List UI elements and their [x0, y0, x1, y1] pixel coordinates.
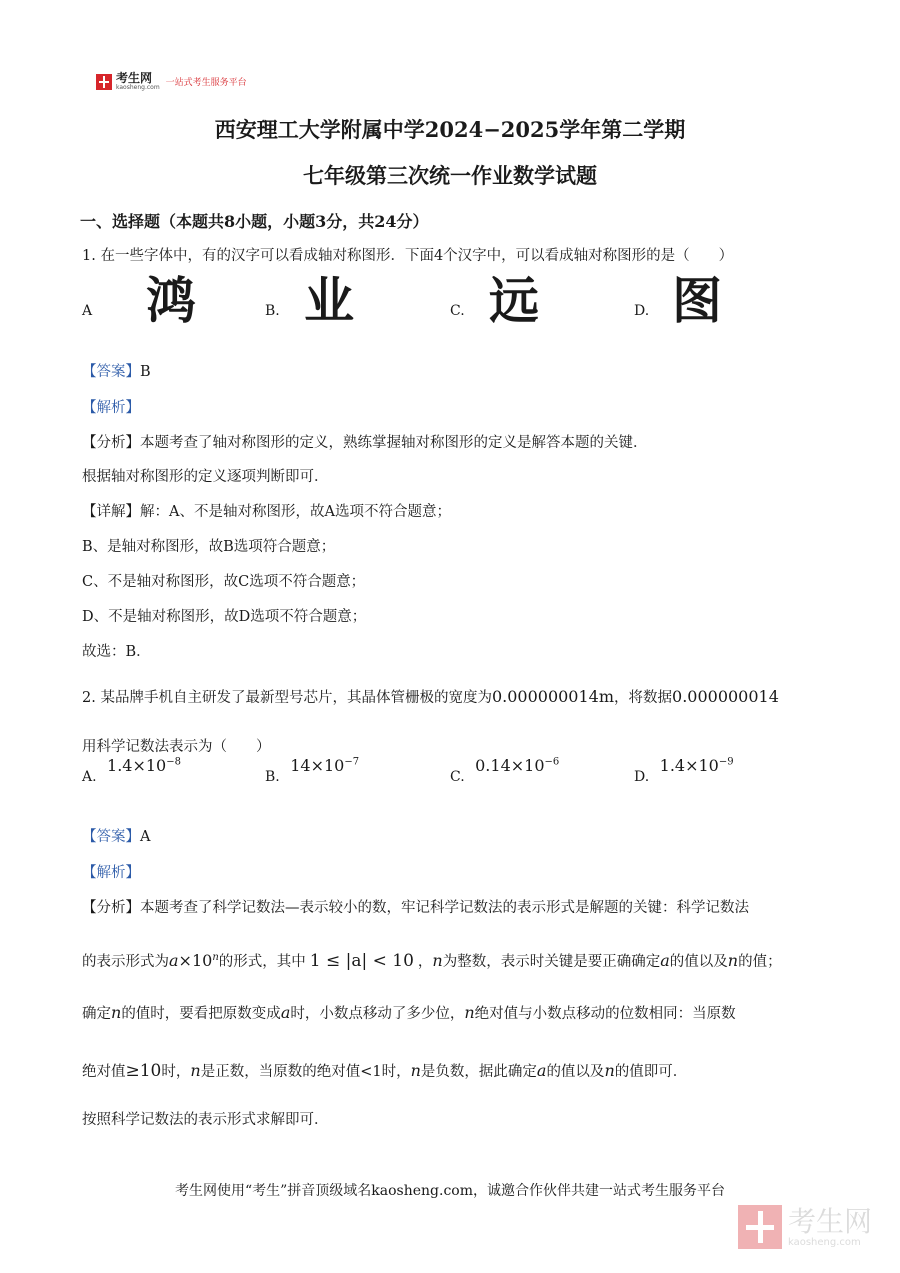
q2-l3-text-b: 的值时，要看把原数变成	[121, 1006, 281, 1022]
q2-option-c-base: 0.14×10	[475, 756, 545, 775]
q1-fenxi-text: 本题考查了轴对称图形的定义，熟练掌握轴对称图形的定义是解答本题的关键．	[140, 435, 648, 451]
watermark-name: 考生网	[787, 1204, 872, 1238]
q1-line-b: B、是轴对称图形，故B选项符合题意；	[82, 539, 336, 555]
watermark-text	[787, 1204, 872, 1248]
q2-l4-text-a: 绝对值	[82, 1064, 126, 1080]
q2-l4-text-e: 的值以及	[546, 1064, 605, 1080]
watermark-domain: kaosheng.com	[787, 1236, 861, 1248]
q1-stem: 1. 在一些字体中，有的汉字可以看成轴对称图形．下面4个汉字中，可以看成轴对称图形的是（ ）	[82, 248, 734, 264]
q2-option-a-label: A.	[82, 769, 97, 785]
q2-option-d-label: D.	[634, 769, 650, 785]
q2-fenxi	[82, 896, 749, 917]
logo-domain: kaosheng.com	[116, 84, 160, 91]
q2-l4-n: n	[190, 1061, 201, 1080]
q2-l2-text-c: ，	[417, 954, 433, 970]
q1-option-a-label: A	[82, 303, 93, 319]
q2-value-m: 0.000000014m	[491, 687, 615, 706]
q2-l2-text-e: 的值以及	[669, 954, 728, 970]
q2-l2-text-d: 为整数，表示时关键是要正确确定	[442, 954, 661, 970]
q2-l2-n2: n	[727, 951, 739, 970]
logo-slogan: 一站式考生服务平台	[165, 78, 247, 88]
q2-option-a-base: 1.4×10	[107, 756, 167, 775]
q2-l2-a2: a	[660, 951, 670, 970]
q2-line5: 按照科学记数法的表示形式求解即可．	[82, 1112, 329, 1128]
logo-mark-icon	[96, 74, 112, 90]
q1-xiangjie-tag: 【详解】	[82, 504, 140, 520]
q1-option-c-char: 远	[489, 272, 539, 330]
q1-answer-tag: 【答案】	[82, 364, 140, 380]
q1-option-d-label: D.	[634, 303, 650, 319]
q2-l2-formula-b: ×10	[178, 951, 213, 970]
q2-l4-text-b: 时，	[161, 1064, 191, 1080]
q1-conclusion: 故选：B．	[82, 644, 151, 660]
q2-line3	[82, 1002, 736, 1023]
q2-answer-tag: 【答案】	[82, 829, 140, 845]
logo-name: 考生网	[116, 71, 153, 85]
q2-fenxi-text: 本题考查了科学记数法—表示较小的数，牢记科学记数法的表示形式是解题的关键：科学记数法	[140, 900, 749, 916]
q1-option-c-label: C.	[450, 303, 465, 319]
q2-option-a-expr	[107, 756, 181, 775]
watermark-mark-icon	[738, 1205, 782, 1249]
q2-l4-text-c: 是正数，当原数的绝对值<1时，	[200, 1064, 411, 1080]
q2-option-c-expr	[475, 756, 559, 775]
q2-l2-formula-a: a	[169, 951, 179, 970]
q2-line4	[82, 1060, 687, 1081]
q2-stem-a: 2. 某品牌手机自主研发了最新型号芯片，其晶体管栅极的宽度为	[82, 690, 492, 706]
page-title-line1: 西安理工大学附属中学2024−2025学年第二学期	[214, 117, 686, 142]
q1-line-c: C、不是轴对称图形，故C选项不符合题意；	[82, 574, 366, 590]
q2-l3-n: n	[111, 1003, 122, 1022]
q1-line2: 根据轴对称图形的定义逐项判断即可．	[82, 469, 329, 485]
q2-l3-text-a: 确定	[82, 1006, 111, 1022]
q2-l2-text-f: 的值；	[738, 954, 782, 970]
q2-option-c-exp: −6	[544, 756, 560, 768]
q2-option-b-exp: −7	[344, 756, 360, 768]
q2-option-d-base: 1.4×10	[659, 756, 719, 775]
q2-l4-text-f: 的值即可．	[614, 1064, 688, 1080]
q1-option-d-char: 图	[672, 272, 722, 330]
q1-option-a-char: 鸿	[146, 272, 196, 330]
q2-l4-a2: a	[536, 1061, 547, 1080]
q1-answer	[82, 360, 151, 381]
q2-l3-a2: a	[280, 1003, 291, 1022]
q2-option-d-exp: −9	[718, 756, 734, 768]
q2-l2-inequality: 1 ≤ |a| < 10	[309, 951, 414, 971]
q1-fenxi-tag: 【分析】	[82, 435, 140, 451]
page-title-line2: 七年级第三次统一作业数学试题	[303, 163, 597, 188]
q2-l4-text-d: 是负数，据此确定	[420, 1064, 537, 1080]
logo-text	[116, 72, 160, 91]
q2-l4-n2: n	[410, 1061, 421, 1080]
q2-option-c-label: C.	[450, 769, 465, 785]
q1-fenxi	[82, 431, 648, 452]
q2-l4-n3: n	[604, 1061, 615, 1080]
q1-xiangjie	[82, 500, 451, 521]
q2-option-b-base: 14×10	[290, 756, 345, 775]
q2-line2	[82, 950, 782, 971]
q1-option-b-label: B.	[265, 303, 280, 319]
q2-value: 0.000000014	[672, 687, 779, 706]
q1-answer-value: B	[140, 364, 151, 380]
q2-l4-ge: ≥10	[125, 1061, 162, 1081]
q2-l3-n2: n	[464, 1003, 475, 1022]
q2-option-b-label: B.	[265, 769, 280, 785]
section-heading: 一、选择题（本题共8小题，小题3分，共24分）	[80, 212, 429, 231]
q2-analysis-tag: 【解析】	[82, 865, 140, 881]
q2-answer	[82, 825, 150, 846]
q2-l3-text-c: 时，小数点移动了多少位，	[290, 1006, 465, 1022]
q2-l2-text-b: 的形式，其中	[218, 954, 306, 970]
watermark-logo	[738, 1205, 872, 1249]
q2-fenxi-tag: 【分析】	[82, 900, 140, 916]
q1-analysis-tag: 【解析】	[82, 400, 140, 416]
site-logo[interactable]	[96, 72, 247, 91]
q2-stem-line2: 用科学记数法表示为（ ）	[82, 739, 271, 755]
q1-xiangjie-text: 解：A、不是轴对称图形，故A选项不符合题意；	[140, 504, 451, 520]
q2-l2-formula-exp: n	[212, 952, 219, 964]
q2-option-a-exp: −8	[166, 756, 181, 768]
q2-l2-n: n	[432, 951, 443, 970]
q2-option-b-expr	[290, 756, 359, 775]
q2-stem-b: ，将数据	[614, 690, 673, 706]
q2-l3-text-d: 绝对值与小数点移动的位数相同：当原数	[474, 1006, 736, 1022]
q1-line-d: D、不是轴对称图形，故D选项不符合题意；	[82, 609, 367, 625]
q1-option-b-char: 业	[304, 272, 354, 330]
q2-stem-line1	[82, 686, 779, 707]
q2-l2-text-a: 的表示形式为	[82, 954, 169, 970]
page-footer: 考生网使用“考生”拼音顶级域名kaosheng.com，诚邀合作伙伴共建一站式考生服务平台	[174, 1183, 726, 1199]
q2-answer-value: A	[140, 829, 151, 845]
q2-option-d-expr	[660, 756, 734, 775]
